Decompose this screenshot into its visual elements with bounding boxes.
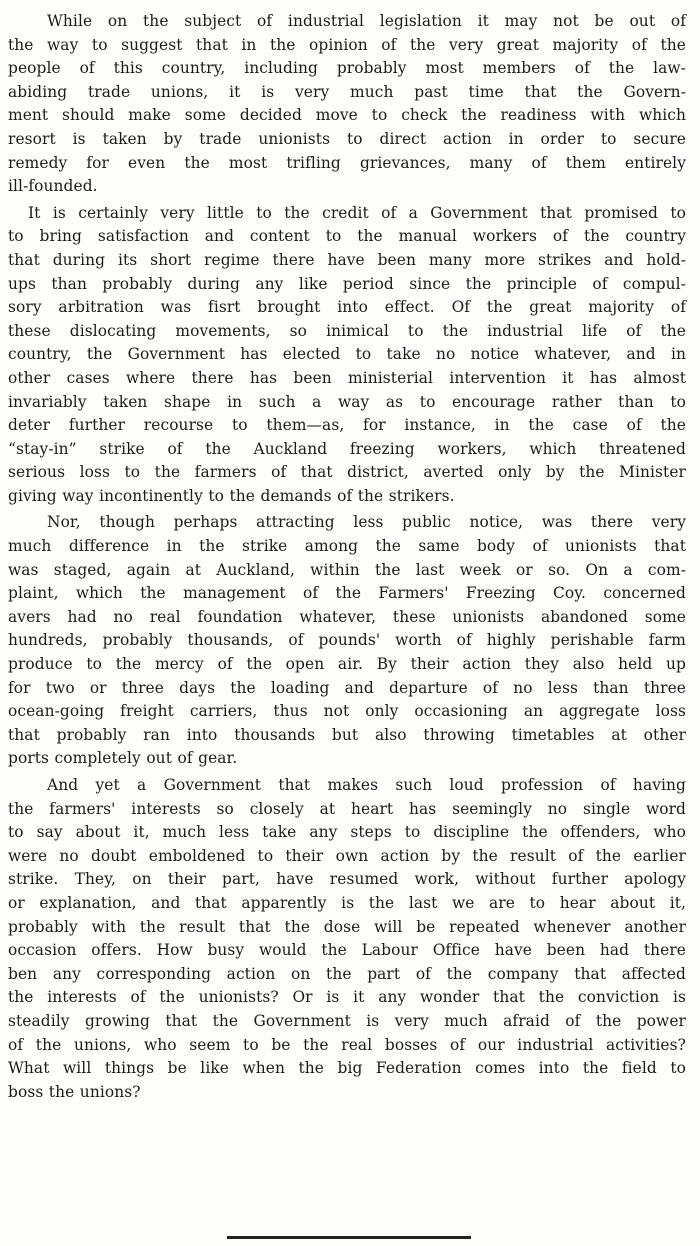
text-line: to bring satisfaction and content to the manual workers of the country [8,227,686,246]
text-line: What will things be like when the big Federation comes into the field to [8,1059,686,1078]
paragraph-1 [8,10,686,199]
text-line: or explanation, and that apparently is the last we are to hear about it, [8,893,686,912]
paragraph-2 [8,202,686,509]
article-column [8,10,686,1107]
text-line: It is certainly very little to the credit of a Government that promised to [28,203,686,222]
text-line: ben any corresponding action on the part of the company that affected [8,964,686,983]
text-line: much difference in the strike among the same body of unionists that [8,537,686,556]
text-line: people of this country, including probably most members of the law- [8,59,686,78]
text-line: that probably ran into thousands but also throwing timetables at other [8,725,686,744]
text-line: hundreds, probably thousands, of pounds' worth of highly perishable farm [8,631,686,650]
text-line: the way to suggest that in the opinion of the very great majority of the [8,35,686,54]
text-line: probably with the result that the dose will be repeated whenever another [8,917,686,936]
text-line: abiding trade unions, it is very much past time that the Govern- [8,82,686,101]
paragraph-4 [8,774,686,1104]
text-line: giving way incontinently to the demands of the strikers. [8,486,455,505]
text-line: other cases where there has been ministerial intervention it has almost [8,368,686,387]
text-line: ups than probably during any like period since the principle of compul- [8,274,686,293]
text-line: ment should make some decided move to check the readiness with which [8,106,686,125]
text-line: ports completely out of gear. [8,749,238,768]
text-line: was staged, again at Auckland, within the last week or so. On a com- [8,560,686,579]
text-line: the interests of the unionists? Or is it any wonder that the conviction is [8,988,686,1007]
text-line: were no doubt emboldened to their own action by the result of the earlier [8,846,686,865]
text-line: And yet a Government that makes such loud profession of having [47,776,686,794]
end-rule [227,1236,471,1239]
text-line: produce to the mercy of the open air. By their action they also held up [8,655,686,674]
text-line: deter further recourse to them—as, for instance, in the case of the [8,416,686,435]
text-line: these dislocating movements, so inimical to the industrial life of the [8,321,686,340]
text-line: that during its short regime there have been many more strikes and hold- [8,250,686,269]
paragraph-3 [8,511,686,771]
text-line: boss the unions? [8,1082,141,1101]
text-line: While on the subject of industrial legislation it may not be out of [47,12,686,30]
text-line: plaint, which the management of the Farmers' Freezing Coy. concerned [8,584,686,603]
text-line: ocean-going freight carriers, thus not only occasioning an aggregate loss [8,702,686,721]
text-line: “stay-in” strike of the Auckland freezing workers, which threatened [8,439,686,458]
text-line: of the unions, who seem to be the real bosses of our industrial activities? [8,1035,686,1054]
text-line: to say about it, much less take any steps to discipline the offenders, who [8,823,686,842]
text-line: sory arbitration was fisrt brought into effect. Of the great majority of [8,298,686,317]
text-line: resort is taken by trade unionists to direct action in order to secure [8,129,686,148]
text-line: for two or three days the loading and departure of no less than three [8,678,686,697]
text-line: occasion offers. How busy would the Labour Office have been had there [8,941,686,960]
text-line: the farmers' interests so closely at heart has seemingly no single word [8,799,686,818]
text-line: invariably taken shape in such a way as to encourage rather than to [8,392,686,411]
text-line: Nor, though perhaps attracting less public notice, was there very [47,513,686,532]
text-line: strike. They, on their part, have resumed work, without further apology [8,870,686,889]
text-line: country, the Government has elected to take no notice whatever, and in [8,345,686,364]
text-line: ill-founded. [8,177,98,196]
text-line: steadily growing that the Government is very much afraid of the power [8,1011,686,1030]
text-line: remedy for even the most trifling grievances, many of them entirely [8,153,686,172]
text-line: avers had no real foundation whatever, these unionists abandoned some [8,607,686,626]
text-line: serious loss to the farmers of that district, averted only by the Minister [8,463,686,482]
